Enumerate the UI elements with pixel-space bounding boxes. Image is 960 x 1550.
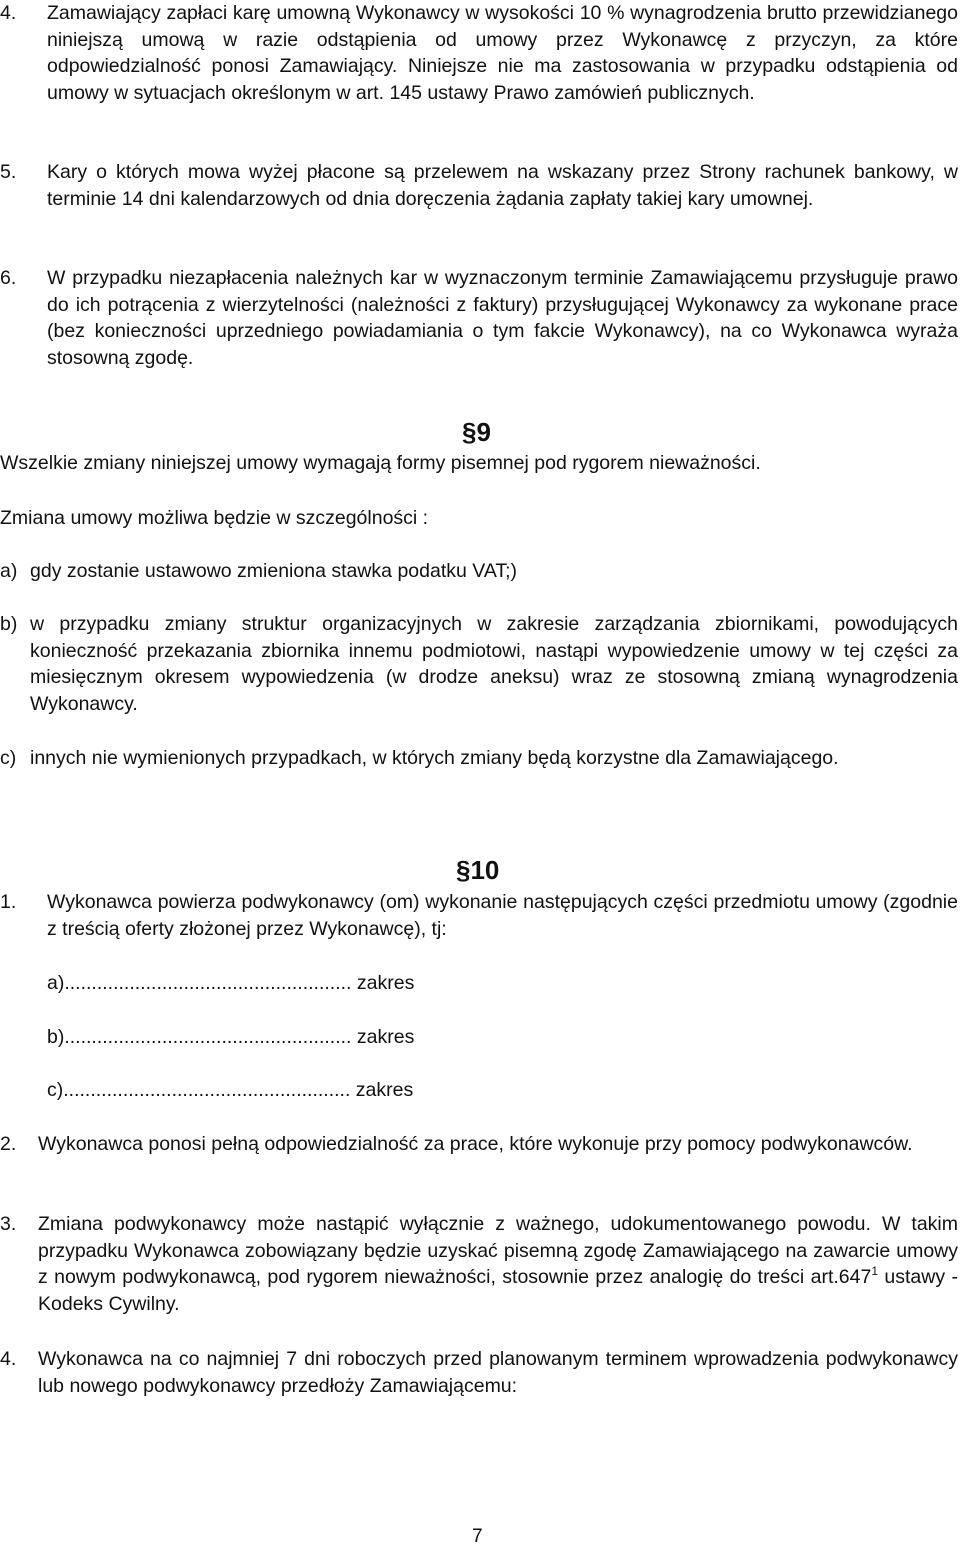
scope-line-c: c)..................................................... zakres (47, 1079, 414, 1101)
change-item-label: a) (0, 560, 18, 582)
subcontract-item-number: 4. (0, 1348, 17, 1370)
list-item-text: Zamawiający zapłaci karę umowną Wykonawcy w wysokości 10 % wynagrodzenia brutto przewidzianego niniejszą umową w razie odstąpienia od umowy przez Wykonawcę z przyczyn, za które odpowiedzialność ponosi Zamawiający. Niniejsze nie ma zastosowania w przypadku odstąpienia od umowy w sytuacjach określonym w art. 145 ustawy Prawo zamówień publicznych. (47, 2, 958, 104)
section-9-lead: Zmiana umowy możliwa będzie w szczególności : (0, 507, 429, 529)
section-sign: § (456, 855, 471, 885)
change-item-label: b) (0, 613, 18, 635)
change-item-c (0, 745, 958, 772)
subcontract-item-text (38, 1211, 958, 1317)
subcontract-item-number: 3. (0, 1213, 17, 1235)
section-heading-9 (462, 417, 491, 447)
subcontract-item-4 (0, 1346, 958, 1399)
subcontract-item-number: 2. (0, 1133, 17, 1155)
page-number: 7 (472, 1526, 483, 1547)
subcontract-item-1 (0, 889, 958, 942)
scope-line-a: a)..................................................... zakres (47, 972, 415, 994)
change-item-text: gdy zostanie ustawowo zmieniona stawka podatku VAT;) (30, 560, 518, 582)
subcontract-item-2 (0, 1131, 958, 1158)
change-item-label: c) (0, 747, 17, 769)
list-item-number: 6. (0, 267, 17, 289)
subcontract-item-text-tail: ustawy - Kodeks Cywilny. (38, 1266, 958, 1315)
section-heading-10 (456, 855, 499, 885)
subcontract-item-text-main: Zmiana podwykonawcy może nastąpić wyłącznie z ważnego, udokumentowanego powodu. W takim przypadku Wykonawca zobowiązany będzie uzyskać pisemną zgodę Zamawiającego na zawarcie umowy z nowym podwykonawcą, pod rygorem nieważności, stosownie przez analogię do treści art.647 (38, 1213, 958, 1288)
change-item-a (0, 558, 958, 585)
subcontract-item-number: 1. (0, 891, 17, 913)
section-number: 10 (470, 855, 500, 885)
subcontract-item-3 (0, 1211, 958, 1317)
subcontract-item-text: Wykonawca ponosi pełną odpowiedzialność za prace, które wykonuje przy pomocy podwykonawców. (38, 1133, 913, 1155)
subcontract-item-text: Wykonawca na co najmniej 7 dni roboczych przed planowanym terminem wprowadzenia podwykonawcy lub nowego podwykonawcy przedłoży Zamawiającemu: (38, 1348, 958, 1397)
section-9-intro: Wszelkie zmiany niniejszej umowy wymagają formy pisemnej pod rygorem nieważności. (0, 452, 761, 474)
list-item-6 (0, 265, 958, 371)
list-item-5 (0, 159, 958, 212)
list-item-4 (0, 0, 958, 106)
change-item-b (0, 611, 958, 717)
section-number: 9 (476, 417, 491, 447)
list-item-number: 5. (0, 161, 17, 183)
change-item-text: w przypadku zmiany struktur organizacyjnych w zakresie zarządzania zbiornikami, powodujących konieczność przekazania zbiornika innemu podmiotowi, nastąpi wypowiedzenie umowy w tej części za miesięcznym okresem wypowiedzenia (w drodze aneksu) wraz ze stosowną zmianą wynagrodzenia Wykonawcy. (30, 613, 958, 715)
article-superscript: 1 (871, 1264, 879, 1278)
list-item-text: Kary o których mowa wyżej płacone są przelewem na wskazany przez Strony rachunek bankowy, w terminie 14 dni kalendarzowych od dnia doręczenia żądania zapłaty takiej kary umownej. (47, 161, 958, 210)
list-item-text: W przypadku niezapłacenia należnych kar w wyznaczonym terminie Zamawiającemu przysługuje prawo do ich potrącenia z wierzytelności (należności z faktury) przysługującej Wykonawcy za wykonane prace (bez konieczności uprzedniego powiadamiania o tym fakcie Wykonawcy), na co Wykonawca wyraża stosowną zgodę. (47, 267, 958, 369)
scope-line-b: b)..................................................... zakres (47, 1026, 415, 1048)
change-item-text: innych nie wymienionych przypadkach, w których zmiany będą korzystne dla Zamawiającego. (30, 747, 839, 769)
section-sign: § (462, 417, 477, 447)
list-item-number: 4. (0, 2, 17, 24)
subcontract-item-text: Wykonawca powierza podwykonawcy (om) wykonanie następujących części przedmiotu umowy (zgodnie z treścią oferty złożonej przez Wykonawcę), tj: (47, 891, 958, 940)
